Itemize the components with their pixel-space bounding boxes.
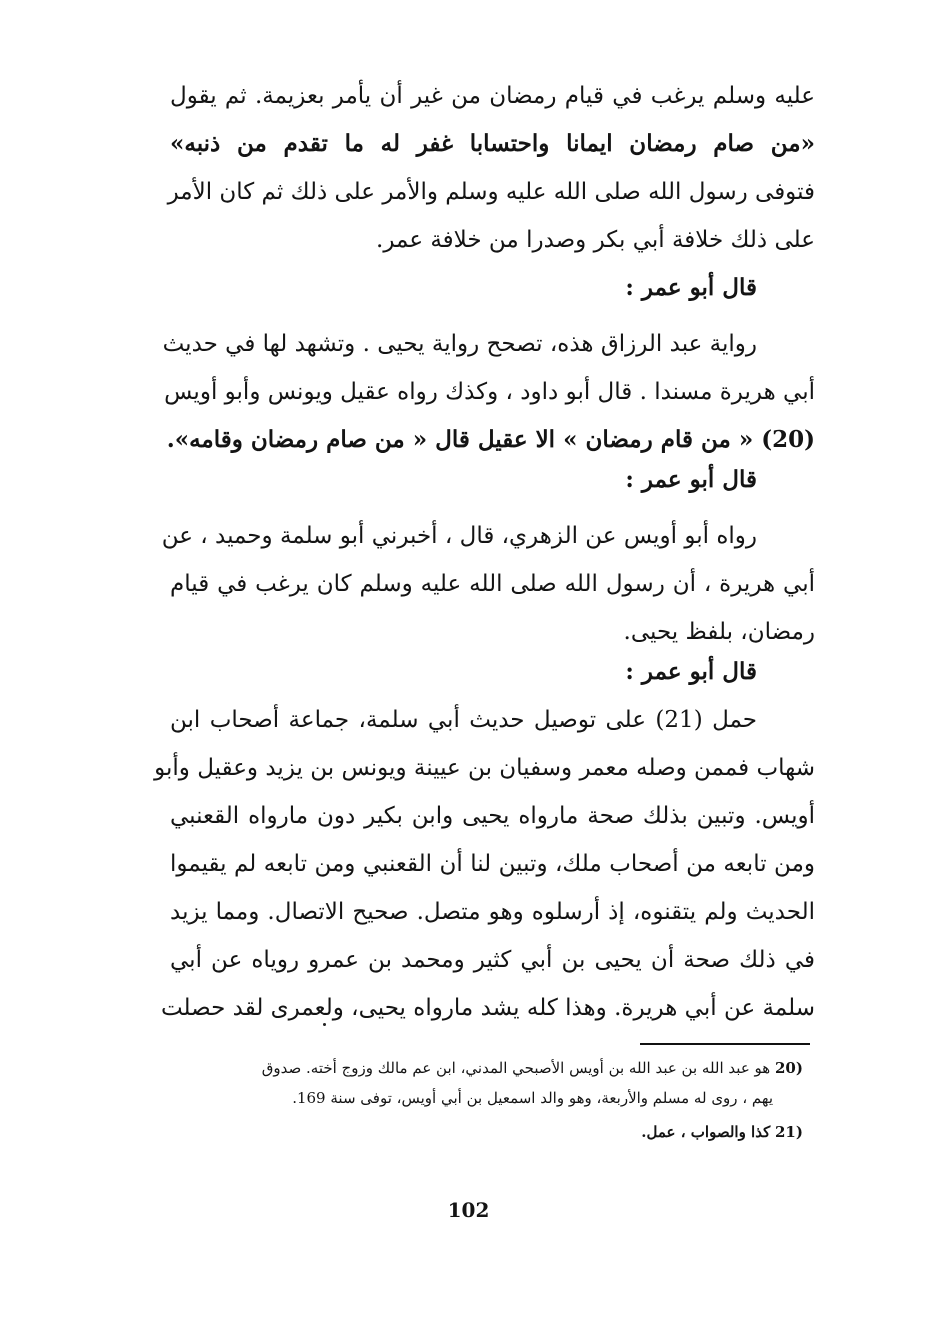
text-line: رمضان، بلفظ يحيى. bbox=[623, 619, 815, 645]
text-line: الحديث ولم يتقنوه، إذ أرسلوه وهو متصل. صحيح الاتصال. ومما يزيد bbox=[170, 899, 815, 925]
section-heading: قال أبو عمر : bbox=[625, 658, 757, 685]
footnote bbox=[190, 1117, 815, 1147]
footnote-number: 20) bbox=[775, 1059, 803, 1077]
footnote-text: كذا والصواب ، عمل. bbox=[641, 1123, 771, 1141]
text-line: فتوفى رسول الله صلى الله عليه وسلم والأمر على ذلك ثم كان الأمر bbox=[167, 179, 815, 205]
text-line: حمل (21) على توصيل حديث أبي سلمة، جماعة أصحاب ابن bbox=[170, 707, 758, 733]
text-line: رواية عبد الرزاق هذه، تصحح رواية يحيى . وتشهد لها في حديث bbox=[162, 331, 757, 357]
text-line: أويس. وتبين بذلك صحة مارواه يحيى وابن بكير دون مارواه القعنبي bbox=[170, 803, 815, 829]
text-line: شهاب فممن وصله معمر وسفيان بن عيينة ويونس بن يزيد وعقيل وأبو bbox=[154, 755, 815, 781]
text-line: أبي هريرة ، أن رسول الله صلى الله عليه وسلم كان يرغب في قيام bbox=[170, 571, 815, 597]
text-line: رواه أبو أويس عن الزهري، قال ، أخبرني أبو سلمة وحميد ، عن bbox=[161, 523, 757, 549]
text-line: ومن تابعه من أصحاب ملك، وتبين لنا أن القعنبي ومن تابعه لم يقيموا bbox=[170, 851, 815, 877]
footnote bbox=[190, 1053, 815, 1083]
page-number: 102 bbox=[447, 1198, 490, 1222]
ink-speck bbox=[323, 1023, 326, 1026]
text-line: على ذلك خلافة أبي بكر وصدرا من خلافة عمر. bbox=[376, 227, 815, 253]
footnote-text: هو عبد الله بن عبد الله بن أويس الأصبحي المدني، ابن عم مالك وزوج أخته. صدوق bbox=[261, 1059, 771, 1077]
text-line: عليه وسلم يرغب في قيام رمضان من غير أن يأمر بعزيمة. ثم يقول bbox=[170, 83, 815, 109]
text-line: أبي هريرة مسندا . قال أبو داود ، وكذك رواه عقيل ويونس وأبو أويس bbox=[164, 379, 815, 405]
text-line: سلمة عن أبي هريرة. وهذا كله يشد مارواه يحيى، ولعمرى لقد حصلت bbox=[160, 995, 815, 1021]
section-heading: قال أبو عمر : bbox=[625, 274, 757, 301]
text-line: في ذلك صحة أن يحيى بن أبي كثير ومحمد بن عمرو روياه عن أبي bbox=[170, 947, 815, 973]
text-line: (20) « من قام رمضان » الا عقيل قال « من صام رمضان وقامه». bbox=[166, 426, 815, 453]
footnote-number: 21) bbox=[775, 1123, 803, 1141]
section-heading: قال أبو عمر : bbox=[625, 466, 757, 493]
footnote-continuation: يهم ، روى له مسلم والأربعة، وهو والد اسمعيل بن أبي أويس، توفى سنة 169. bbox=[292, 1089, 773, 1107]
text-line-quote: «من صام رمضان ايمانا واحتسابا غفر له ما تقدم من ذنبه» bbox=[170, 130, 815, 157]
footnote-divider bbox=[640, 1043, 810, 1045]
